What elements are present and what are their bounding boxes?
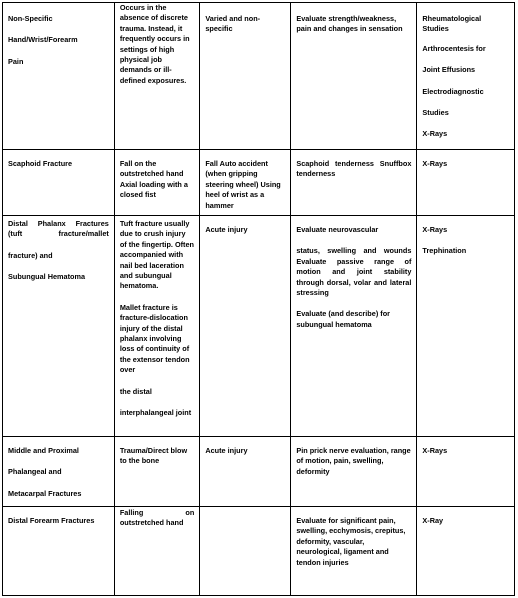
onset-cell [200, 507, 291, 596]
exam-text: Evaluate for significant pain, swelling, ecchymosis, crepitus, deformity, vascular, neurological, ligament and tendon injuries [296, 516, 406, 567]
condition-cell [3, 3, 115, 150]
mechanism-cell [114, 437, 200, 507]
exam-cell [291, 3, 417, 150]
tests-text: X-Ray [422, 516, 444, 525]
condition-cell [3, 437, 115, 507]
condition-text: fracture) and [8, 250, 53, 260]
mechanism-text: Fall on the outstretched hand Axial loading with a closed fist [119, 159, 188, 200]
mechanism-text: interphalangeal joint [119, 408, 192, 418]
exam-text: status, swelling and wounds Evaluate passive range of motion and joint stability through dorsal, volar and lateral stressing [296, 246, 412, 298]
exam-cell [291, 507, 417, 596]
table-row [3, 150, 515, 216]
onset-text: Acute injury [205, 225, 248, 234]
exam-cell [291, 437, 417, 507]
tests-cell [417, 3, 515, 150]
tests-text: Rheumatological Studies [422, 14, 482, 34]
fracture-table [2, 2, 515, 596]
condition-text: Non-Specific [8, 14, 53, 23]
onset-cell [200, 3, 291, 150]
condition-text: Middle and Proximal [8, 446, 79, 455]
mechanism-text: Trauma/Direct blow to the bone [119, 446, 188, 466]
mechanism-text: Falling on outstretched hand [119, 508, 195, 528]
mechanism-text: Tuft fracture usually due to crush injury of the fingertip. Often accompanied with nail bed laceration and subungual hematoma. [119, 219, 195, 291]
onset-text: Fall Auto accident (when gripping steering wheel) Using heel of wrist as a hammer [205, 159, 281, 210]
tests-text: X-Rays [422, 225, 448, 234]
onset-cell [200, 216, 291, 437]
condition-text: Pain [8, 56, 24, 66]
onset-text: Acute injury [205, 446, 248, 455]
tests-cell [417, 150, 515, 216]
condition-cell [3, 150, 115, 216]
mechanism-text: Occurs in the absence of discrete trauma. Instead, it frequently occurs in settings of high physical job demands or ill-defined exposures. [119, 3, 190, 85]
condition-cell [3, 216, 115, 437]
mechanism-cell [114, 150, 200, 216]
onset-cell [200, 150, 291, 216]
condition-text: Hand/Wrist/Forearm [8, 35, 78, 45]
condition-text: Scaphoid Fracture [8, 159, 73, 168]
exam-cell [291, 150, 417, 216]
tests-text: Electrodiagnostic [422, 86, 484, 96]
tests-text: Trephination [422, 246, 467, 256]
mechanism-cell [114, 216, 200, 437]
mechanism-text: the distal [119, 386, 152, 396]
condition-text: Phalangeal and [8, 467, 62, 477]
tests-text: Studies [422, 108, 449, 118]
exam-cell [291, 216, 417, 437]
tests-text: Joint Effusions [422, 65, 476, 75]
condition-text: Metacarpal Fractures [8, 488, 82, 498]
table-row [3, 507, 515, 596]
exam-text: Evaluate (and describe) for subungual hematoma [296, 309, 390, 329]
mechanism-cell [114, 3, 200, 150]
table-row [3, 216, 515, 437]
condition-text: Distal Phalanx Fractures (tuft fracture/mallet [8, 219, 109, 239]
table-row [3, 437, 515, 507]
exam-text: Pin prick nerve evaluation, range of motion, pain, swelling, deformity [296, 446, 411, 476]
exam-text: Evaluate neurovascular [296, 225, 379, 234]
mechanism-text: Mallet fracture is fracture-dislocation injury of the distal phalanx involving loss of continuity of the extensor tendon over [119, 302, 190, 375]
tests-text: X-Rays [422, 446, 448, 455]
condition-text: Distal Forearm Fractures [8, 516, 95, 525]
tests-cell [417, 507, 515, 596]
onset-cell [200, 437, 291, 507]
tests-cell [417, 437, 515, 507]
table-row [3, 3, 515, 150]
exam-text: Evaluate strength/weakness, pain and changes in sensation [296, 14, 403, 34]
condition-cell [3, 507, 115, 596]
tests-text: X-Rays [422, 159, 448, 168]
exam-text: Scaphoid tenderness Snuffbox tenderness [296, 159, 412, 179]
condition-text: Subungual Hematoma [8, 272, 86, 282]
mechanism-cell [114, 507, 200, 596]
tests-text: X-Rays [422, 129, 448, 139]
tests-cell [417, 216, 515, 437]
onset-text: Varied and non-specific [205, 14, 261, 34]
tests-text: Arthrocentesis for [422, 43, 486, 53]
